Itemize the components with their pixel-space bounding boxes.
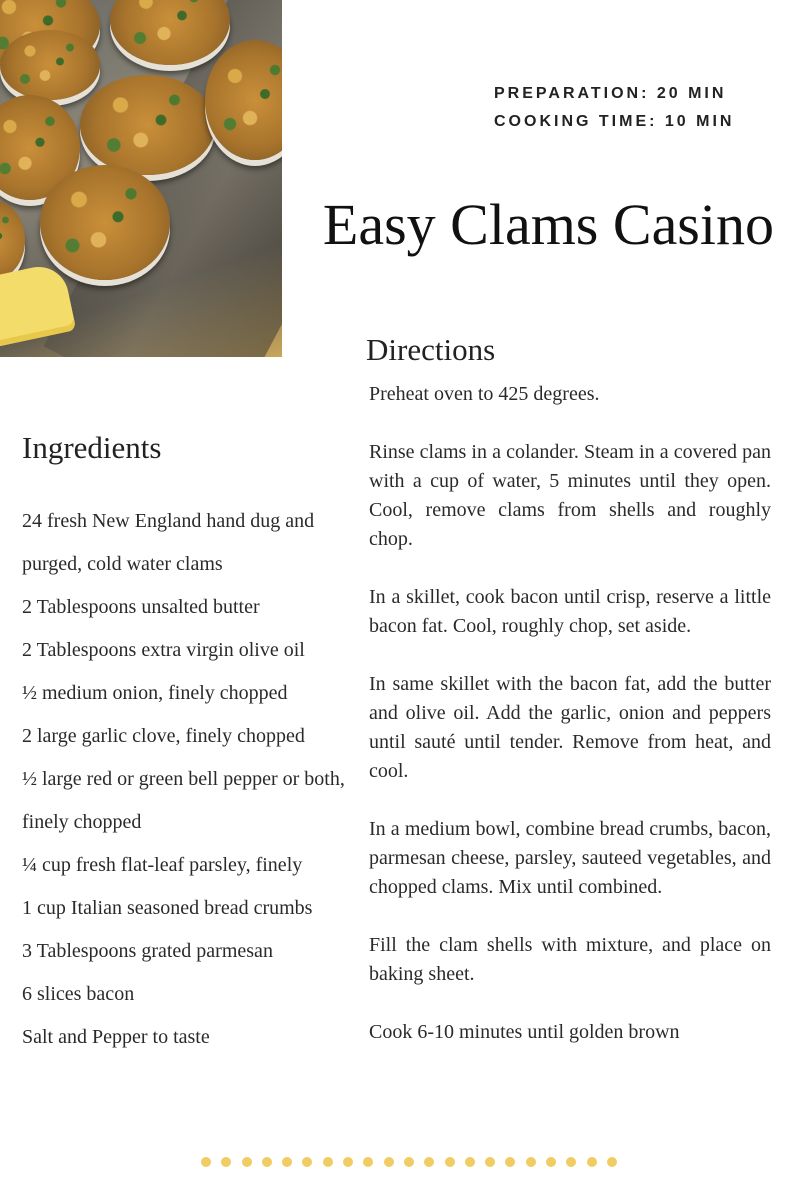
clams-photo	[0, 0, 282, 357]
divider-dot	[424, 1157, 434, 1167]
ingredient-item: ½ large red or green bell pepper or both, finely chopped	[22, 768, 345, 833]
recipe-times	[494, 80, 734, 136]
divider-dot	[485, 1157, 495, 1167]
divider-dot	[363, 1157, 373, 1167]
ingredient-item: 6 slices bacon	[22, 983, 135, 1005]
clam	[0, 200, 25, 280]
ingredient-item: 2 Tablespoons unsalted butter	[22, 596, 260, 618]
direction-step: In a medium bowl, combine bread crumbs, bacon, parmesan cheese, parsley, sauteed vegetables, and chopped clams. Mix until combined.	[369, 818, 771, 898]
ingredient-item: 2 Tablespoons extra virgin olive oil	[22, 639, 305, 661]
divider-dot	[262, 1157, 272, 1167]
divider-dot	[526, 1157, 536, 1167]
ingredient-item: ¼ cup fresh flat-leaf parsley, finely	[22, 854, 303, 876]
divider-dot	[607, 1157, 617, 1167]
divider-dot	[505, 1157, 515, 1167]
directions-heading: Directions	[366, 332, 496, 367]
divider-dot	[242, 1157, 252, 1167]
divider-dot	[445, 1157, 455, 1167]
ingredient-item: 24 fresh New England hand dug and purged, cold water clams	[22, 510, 315, 575]
divider-dot	[343, 1157, 353, 1167]
direction-step: In a skillet, cook bacon until crisp, reserve a little bacon fat. Cool, roughly chop, set aside.	[369, 586, 771, 637]
divider-dot	[566, 1157, 576, 1167]
direction-step: Preheat oven to 425 degrees.	[369, 383, 600, 405]
directions-list	[369, 380, 771, 1047]
clam	[0, 30, 100, 100]
direction-step: In same skillet with the bacon fat, add the butter and olive oil. Add the garlic, onion and peppers until sauté until tender. Remove from heat, and cool.	[369, 673, 771, 782]
direction-step: Cook 6-10 minutes until golden brown	[369, 1021, 680, 1043]
divider-dot	[201, 1157, 211, 1167]
clam	[40, 165, 170, 280]
direction-step: Fill the clam shells with mixture, and place on baking sheet.	[369, 934, 771, 985]
ingredient-item: Salt and Pepper to taste	[22, 1026, 210, 1048]
divider-dot	[587, 1157, 597, 1167]
cooking-time: COOKING TIME: 10 MIN	[494, 113, 735, 130]
divider-dot	[282, 1157, 292, 1167]
direction-step: Rinse clams in a colander. Steam in a covered pan with a cup of water, 5 minutes until they open. Cool, remove clams from shells and roughly chop.	[369, 441, 771, 550]
divider-dot	[323, 1157, 333, 1167]
ingredients-list	[22, 500, 362, 1059]
divider-dot	[302, 1157, 312, 1167]
ingredient-item: 1 cup Italian seasoned bread crumbs	[22, 897, 313, 919]
clam	[80, 75, 215, 175]
ingredient-item: 3 Tablespoons grated parmesan	[22, 940, 273, 962]
divider-dot	[221, 1157, 231, 1167]
divider-dot	[465, 1157, 475, 1167]
preparation-time: PREPARATION: 20 MIN	[494, 85, 727, 102]
divider-dot	[404, 1157, 414, 1167]
recipe-title: Easy Clams Casino	[322, 192, 774, 257]
divider-dot	[384, 1157, 394, 1167]
ingredient-item: ½ medium onion, finely chopped	[22, 682, 288, 704]
ingredient-item: 2 large garlic clove, finely chopped	[22, 725, 305, 747]
divider-dot	[546, 1157, 556, 1167]
dotted-divider	[201, 1157, 617, 1167]
ingredients-heading: Ingredients	[22, 430, 162, 465]
